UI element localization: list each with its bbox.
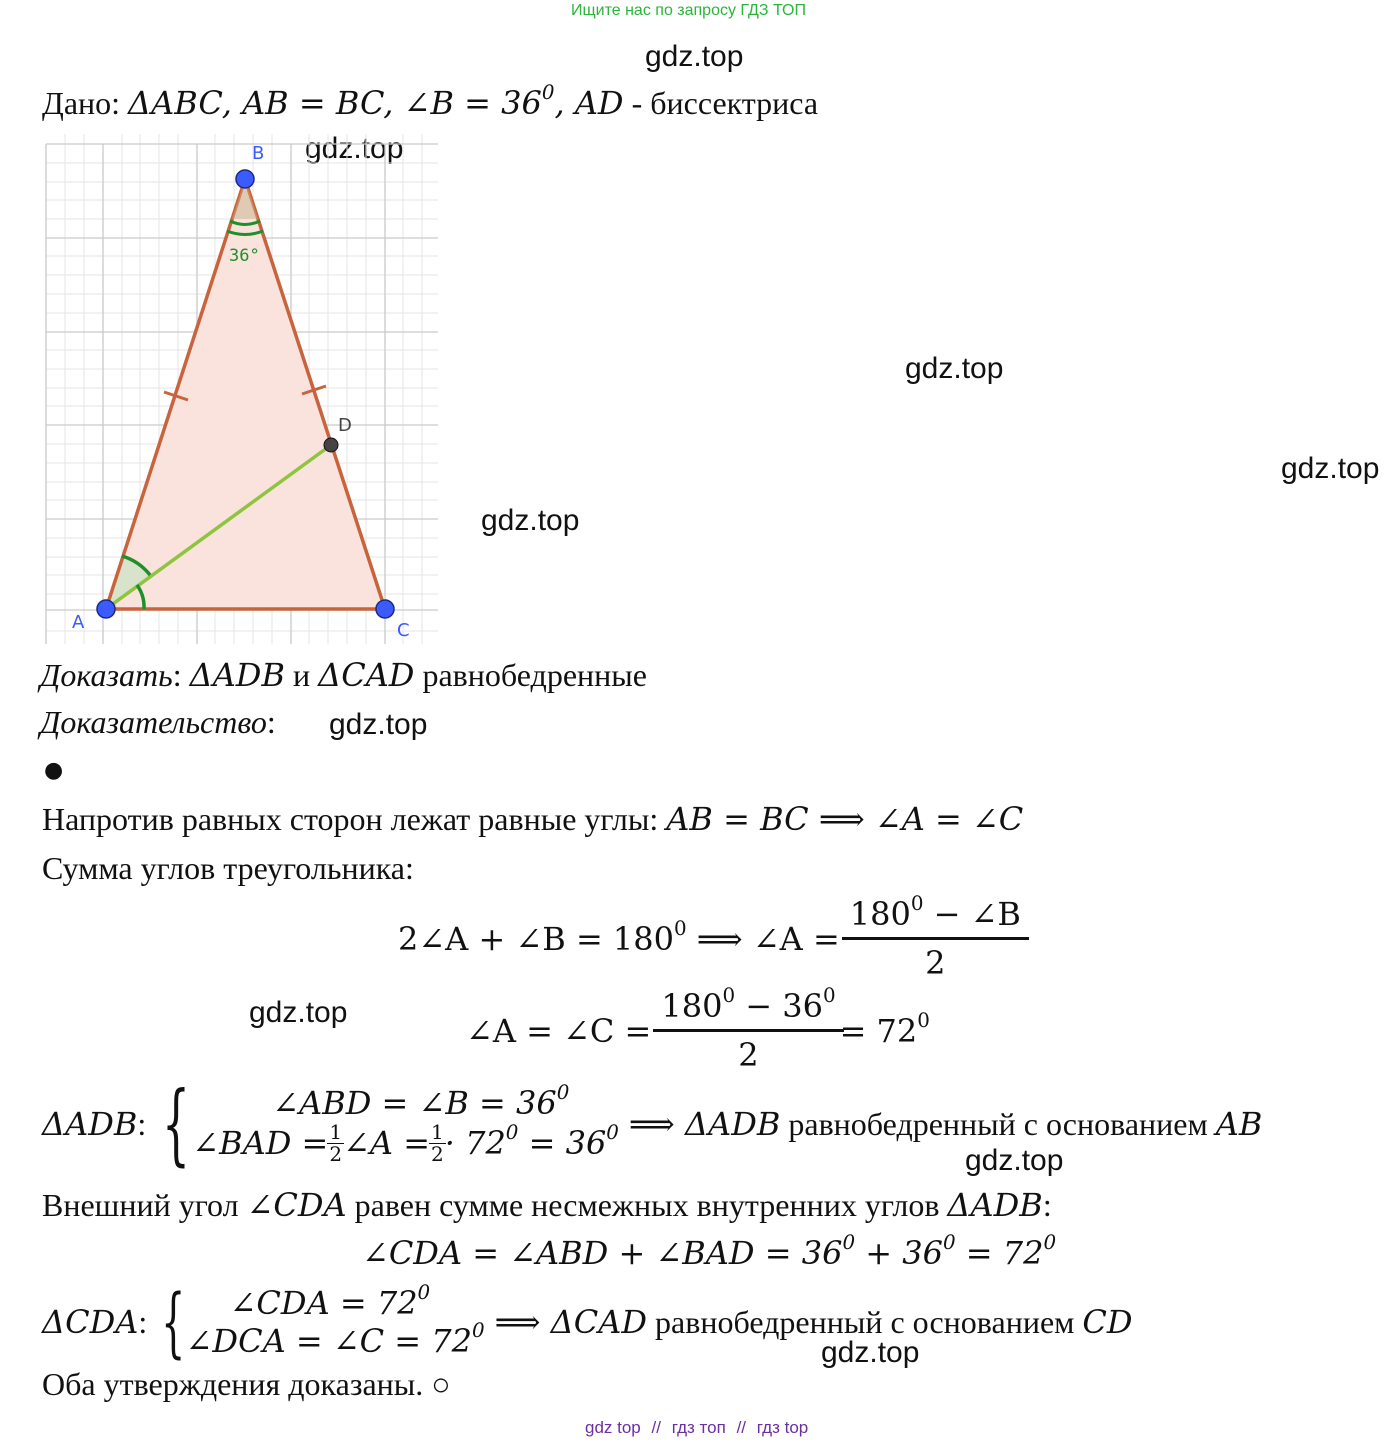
given-math: ΔABC, AB = BC, ∠B = $36^0$, AD [128,81,624,122]
watermark-8: gdz.top [965,1144,1064,1177]
line-equal-angles: Напротив равных сторон лежат равные углы: AB = BC ⟹ ∠A = ∠C [42,800,1024,838]
bottom-links [585,1418,808,1438]
brace-icon: { [161,1277,186,1366]
point-b [236,170,254,188]
prove-m1: ΔADB [189,656,285,694]
prove-line: Доказать: ΔADB и ΔCAD равнобедренные [40,656,647,694]
label-a: A [72,612,85,633]
top-banner[interactable]: Ищите нас по запросу ГДЗ ТОП [571,2,806,19]
watermark-4: gdz.top [1281,452,1380,485]
line-angle-sum: Сумма углов треугольника: [42,850,414,886]
watermark-1: gdz.top [645,40,744,73]
watermark-7: gdz.top [249,996,348,1029]
link-separator: // [736,1418,747,1437]
prove-label: Доказать [40,657,173,693]
line-external-angle: Внешний угол ∠CDA равен сумме несмежных внутренних углов ΔADB: [42,1186,1052,1224]
label-b: B [252,143,265,164]
given-tail: - биссектриса [623,85,819,121]
watermark-5: gdz.top [481,504,580,537]
triangle-figure [40,134,445,650]
watermark-3: gdz.top [905,352,1004,385]
system-cda: ΔCDA : { ∠CDA = $72^0$ ∠DCA = ∠C = $72^0$ ⟹ ΔCAD равнобедренный с основанием CD [42,1277,1133,1366]
link-separator: // [651,1418,661,1437]
equation-1: 2∠A + ∠B = $180^0$ ⟹ ∠A = $\frac{180^0 - \angle B}{2}$ [398,895,1025,982]
equation-3: ∠CDA = ∠ABD + ∠BAD = $36^0 + 36^0 = 72^0$ [362,1231,1057,1272]
link-gdz-top-mixed[interactable]: гдз top [756,1418,809,1437]
watermark-2: gdz.top [305,132,404,165]
given-line [42,81,819,122]
link-gdz-top[interactable]: gdz top [585,1418,641,1437]
brace-icon: { [162,1072,191,1175]
final-line: Оба утверждения доказаны. ○ [42,1366,451,1402]
point-a [97,600,115,618]
bullet: ● [44,758,64,783]
end-of-proof-icon: ○ [431,1366,451,1402]
proof-label: Доказательство: [40,704,276,740]
label-d: D [338,415,352,436]
point-d [324,438,338,452]
point-c [376,600,394,618]
link-gdz-top-ru[interactable]: гдз топ [671,1418,726,1437]
watermark-9: gdz.top [821,1336,920,1369]
equation-2: ∠A = ∠C = $\frac{180^0 - 36^0}{2}$ = $72^0$ [466,984,930,1074]
label-c: C [397,620,410,641]
angle-b-label: 36° [229,246,260,266]
triangle-abc [106,179,385,609]
prove-m2: ΔCAD [318,656,415,694]
watermark-6: gdz.top [329,708,428,741]
system-adb: ΔADB : { ∠ABD = ∠B = $36^0$ ∠BAD = $\frac{1}{2}$ ∠A = $\frac{1}{2}$ · $72^0 = 36^0$ ⟹ ΔADB равнобедренный с основанием AB [42,1072,1263,1175]
given-label: Дано: [42,85,121,121]
